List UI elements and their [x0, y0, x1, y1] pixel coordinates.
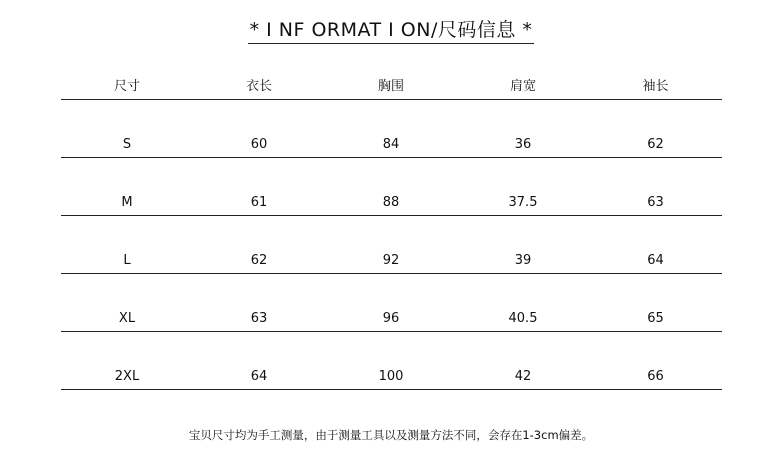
- table-cell: 37.5: [457, 157, 589, 215]
- table-cell: 61: [193, 157, 325, 215]
- table-cell: 64: [589, 215, 722, 273]
- table-row: [61, 157, 722, 215]
- header-size: 尺寸: [61, 72, 193, 99]
- table-cell: 40.5: [457, 273, 589, 331]
- page-title: [0, 18, 782, 44]
- header-length: 衣长: [193, 72, 325, 99]
- table-cell: 60: [193, 99, 325, 157]
- table-cell: 62: [589, 99, 722, 157]
- table-cell: 63: [589, 157, 722, 215]
- header-shoulder: 肩宽: [457, 72, 589, 99]
- header-chest: 胸围: [325, 72, 457, 99]
- table-cell: M: [61, 157, 193, 215]
- table-cell: 62: [193, 215, 325, 273]
- table-cell: S: [61, 99, 193, 157]
- size-chart-table: [61, 72, 722, 390]
- table-row: [61, 331, 722, 389]
- table-cell: 84: [325, 99, 457, 157]
- header-sleeve: 袖长: [589, 72, 722, 99]
- table-cell: 2XL: [61, 331, 193, 389]
- title-text: * I NF ORMAT I ON/尺码信息 *: [248, 18, 535, 44]
- table-cell: 96: [325, 273, 457, 331]
- table-cell: 63: [193, 273, 325, 331]
- table-cell: 65: [589, 273, 722, 331]
- table-cell: 36: [457, 99, 589, 157]
- table-cell: L: [61, 215, 193, 273]
- table-cell: XL: [61, 273, 193, 331]
- table-row: [61, 99, 722, 157]
- table-cell: 42: [457, 331, 589, 389]
- table-header-row: [61, 72, 722, 99]
- table-cell: 39: [457, 215, 589, 273]
- measurement-note: 宝贝尺寸均为手工测量，由于测量工具以及测量方法不同，会存在1-3cm偏差。: [188, 428, 594, 442]
- table-row: [61, 273, 722, 331]
- table-cell: 92: [325, 215, 457, 273]
- table-cell: 100: [325, 331, 457, 389]
- table-row: [61, 215, 722, 273]
- table-cell: 88: [325, 157, 457, 215]
- table-cell: 66: [589, 331, 722, 389]
- table-cell: 64: [193, 331, 325, 389]
